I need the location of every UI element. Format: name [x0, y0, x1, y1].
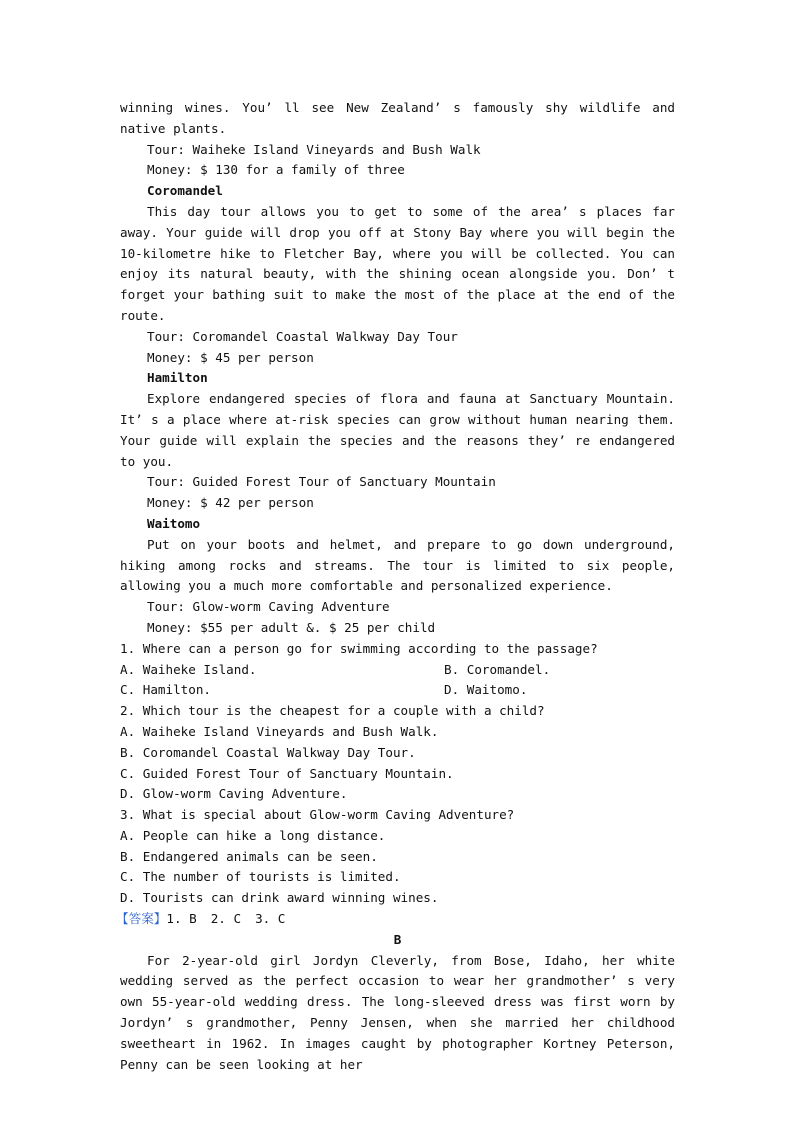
- answer-label: 【答案】: [116, 911, 167, 927]
- intro-paragraph-tail: winning wines. You’ ll see New Zealand’ s famously shy wildlife and native plants.: [120, 100, 675, 136]
- answer-item-1: 1. B: [166, 911, 197, 927]
- tour-name-coromandel: Tour: Coromandel Coastal Walkway Day Tour: [147, 328, 458, 344]
- region-heading-waitomo: Waitomo: [147, 515, 201, 531]
- document-page: [116, 98, 675, 1075]
- question-2-option-d: D. Glow-worm Caving Adventure.: [120, 786, 348, 802]
- question-3-stem: 3. What is special about Glow-worm Caving Adventure?: [120, 807, 515, 823]
- answer-item-3: 3. C: [255, 911, 286, 927]
- question-2-option-c: C. Guided Forest Tour of Sanctuary Mountain.: [120, 765, 454, 781]
- section-b-paragraph: For 2-year-old girl Jordyn Cleverly, from Bose, Idaho, her white wedding served as the perfect occasion to wear her grandmother’ s very own 55-year-old wedding dress. The long-sleeved dress was first worn by Jordyn’ s grandmother, Penny Jensen, when she married her childhood sweetheart in 1962. In images caught by photographer Kortney Peterson, Penny can be seen looking at her: [120, 952, 675, 1072]
- tour-name-waitomo: Tour: Glow-worm Caving Adventure: [147, 599, 390, 615]
- question-3-option-c: C. The number of tourists is limited.: [120, 869, 401, 885]
- question-2-stem: 2. Which tour is the cheapest for a couple with a child?: [120, 703, 545, 719]
- answer-item-2: 2. C: [210, 911, 242, 927]
- question-1-stem: 1. Where can a person go for swimming according to the passage?: [120, 640, 598, 656]
- answer-key: [116, 909, 671, 930]
- question-1-option-a: A. Waiheke Island.: [120, 661, 257, 677]
- question-1-options-row-2: [120, 680, 675, 701]
- section-b-heading: B: [393, 931, 402, 947]
- question-1-option-d: D. Waitomo.: [444, 682, 528, 698]
- question-1-option-c: C. Hamilton.: [120, 682, 211, 698]
- question-1-option-b: B. Coromandel.: [444, 661, 551, 677]
- tour-money-hamilton: Money: $ 42 per person: [147, 495, 314, 511]
- question-3-option-a: A. People can hike a long distance.: [120, 827, 386, 843]
- question-3-option-b: B. Endangered animals can be seen.: [120, 848, 378, 864]
- region-description-coromandel: This day tour allows you to get to some of the area’ s places far away. Your guide will drop you off at Stony Bay where you will begin the 10-kilometre hike to Fletcher Bay, where you will be collected. You can enjoy its natural beauty, with the shining ocean alongside you. Don’ t forget your bathing suit to make the most of the place at the end of the route.: [120, 203, 675, 323]
- question-3-option-d: D. Tourists can drink award winning wines.: [120, 890, 439, 906]
- tour-name-hamilton: Tour: Guided Forest Tour of Sanctuary Mountain: [147, 474, 496, 490]
- tour-name-waiheke: Tour: Waiheke Island Vineyards and Bush Walk: [147, 141, 481, 157]
- region-heading-coromandel: Coromandel: [147, 183, 223, 199]
- tour-money-waitomo: Money: $55 per adult &. $ 25 per child: [147, 619, 436, 635]
- tour-money-coromandel: Money: $ 45 per person: [147, 349, 314, 365]
- question-2-option-a: A. Waiheke Island Vineyards and Bush Walk.: [120, 723, 439, 739]
- region-description-hamilton: Explore endangered species of flora and fauna at Sanctuary Mountain. It’ s a place where at-risk species can grow without human nearing them. Your guide will explain the species and the reasons they’ re endangered to you.: [120, 391, 675, 469]
- question-2-option-b: B. Coromandel Coastal Walkway Day Tour.: [120, 744, 416, 760]
- region-description-waitomo: Put on your boots and helmet, and prepare to go down underground, hiking among rocks and streams. The tour is limited to six people, allowing you a much more comfortable and personalized experience.: [120, 536, 675, 594]
- region-heading-hamilton: Hamilton: [147, 370, 208, 386]
- question-1-options-row-1: [120, 660, 675, 681]
- tour-money-waiheke: Money: $ 130 for a family of three: [147, 162, 405, 178]
